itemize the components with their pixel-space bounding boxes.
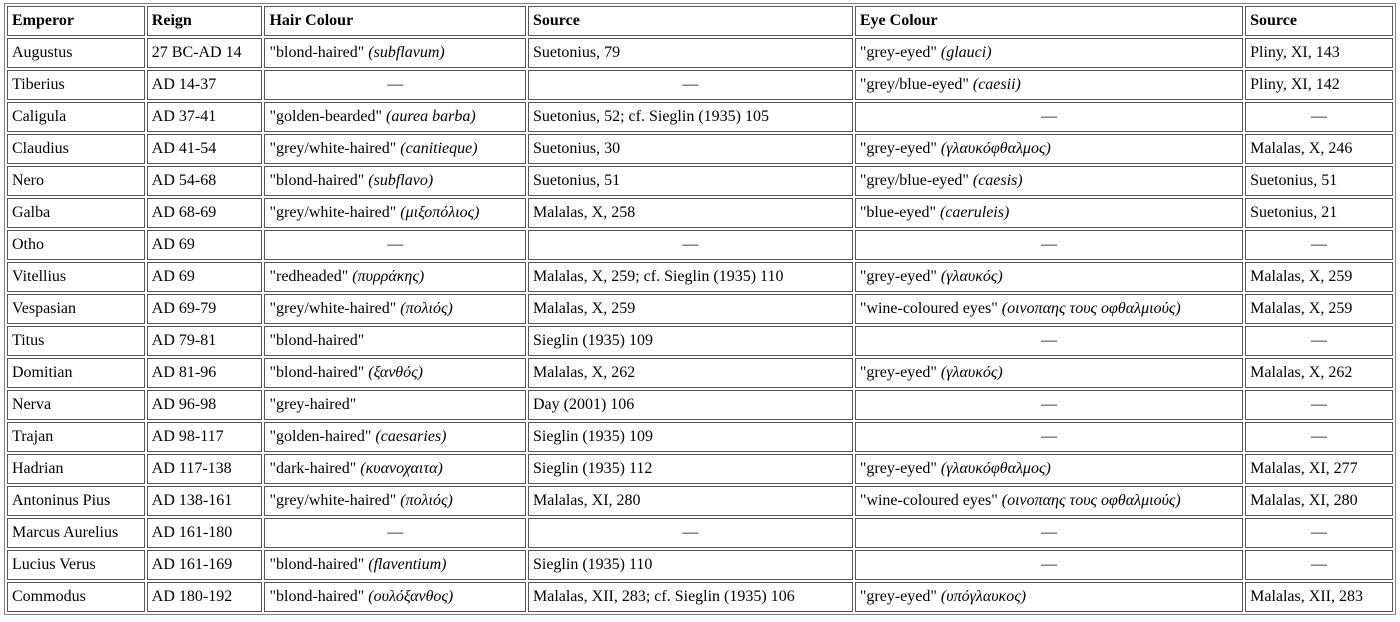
header-hair-source: Source bbox=[528, 6, 853, 36]
eye-colour-cell bbox=[855, 582, 1243, 612]
emperor-cell: Titus bbox=[7, 326, 145, 356]
eye-colour-cell-term: (caesis) bbox=[972, 172, 1023, 189]
hair-colour-cell bbox=[264, 102, 526, 132]
hair-source-cell: — bbox=[528, 70, 853, 100]
hair-source-cell: Malalas, X, 258 bbox=[528, 198, 853, 228]
hair-source-cell: Malalas, XI, 280 bbox=[528, 486, 853, 516]
hair-source-cell: Suetonius, 52; cf. Sieglin (1935) 105 bbox=[528, 102, 853, 132]
hair-colour-cell-term: (μιξοπόλιος) bbox=[400, 204, 480, 221]
eye-colour-cell-term: (glauci) bbox=[940, 44, 992, 61]
hair-colour-cell bbox=[264, 134, 526, 164]
hair-source-cell: Malalas, X, 259 bbox=[528, 294, 853, 324]
emperor-cell: Marcus Aurelius bbox=[7, 518, 145, 548]
eye-source-cell: Pliny, XI, 143 bbox=[1245, 38, 1393, 68]
hair-source-cell: — bbox=[528, 518, 853, 548]
eye-colour-cell-text: "blue-eyed" bbox=[859, 204, 936, 221]
emperor-cell: Vespasian bbox=[7, 294, 145, 324]
header-hair-colour: Hair Colour bbox=[264, 6, 526, 36]
reign-cell: AD 14-37 bbox=[147, 70, 263, 100]
hair-colour-cell-term: (πολιός) bbox=[400, 300, 453, 317]
eye-colour-cell bbox=[855, 262, 1243, 292]
hair-colour-cell-text: "blond-haired" bbox=[269, 332, 365, 349]
eye-source-cell: Suetonius, 21 bbox=[1245, 198, 1393, 228]
eye-colour-cell-text: "grey/blue-eyed" bbox=[859, 172, 969, 189]
table-row bbox=[7, 38, 1393, 68]
reign-cell: AD 138-161 bbox=[147, 486, 263, 516]
eye-source-cell: Malalas, XII, 283 bbox=[1245, 582, 1393, 612]
hair-colour-cell-term: (subflavo) bbox=[368, 172, 434, 189]
hair-source-cell: Sieglin (1935) 112 bbox=[528, 454, 853, 484]
eye-colour-cell-term: (γλαυκόφθαλμος) bbox=[940, 460, 1051, 477]
eye-colour-cell-text: "grey-eyed" bbox=[859, 140, 937, 157]
hair-colour-cell-term: (flaventium) bbox=[368, 556, 447, 573]
eye-source-cell: — bbox=[1245, 518, 1393, 548]
hair-colour-cell bbox=[264, 262, 526, 292]
emperor-cell: Domitian bbox=[7, 358, 145, 388]
reign-cell: AD 98-117 bbox=[147, 422, 263, 452]
hair-colour-cell-text: "blond-haired" bbox=[269, 44, 365, 61]
eye-source-cell: Malalas, XI, 277 bbox=[1245, 454, 1393, 484]
table-row bbox=[7, 454, 1393, 484]
table-row bbox=[7, 70, 1393, 100]
eye-colour-cell: — bbox=[855, 390, 1243, 420]
hair-colour-cell bbox=[264, 550, 526, 580]
eye-colour-cell: — bbox=[855, 326, 1243, 356]
hair-colour-cell bbox=[264, 582, 526, 612]
eye-colour-cell-term: (γλαυκός) bbox=[940, 268, 1003, 285]
table-row bbox=[7, 582, 1393, 612]
table-row bbox=[7, 550, 1393, 580]
reign-cell: AD 117-138 bbox=[147, 454, 263, 484]
eye-colour-cell-term: (οινοπαης τους οφθαλμιούς) bbox=[1001, 492, 1181, 509]
eye-colour-cell bbox=[855, 38, 1243, 68]
reign-cell: AD 54-68 bbox=[147, 166, 263, 196]
hair-source-cell: — bbox=[528, 230, 853, 260]
hair-colour-cell-text: "grey/white-haired" bbox=[269, 140, 397, 157]
hair-colour-cell bbox=[264, 326, 526, 356]
reign-cell: AD 180-192 bbox=[147, 582, 263, 612]
hair-colour-cell bbox=[264, 422, 526, 452]
eye-colour-cell-text: "wine-coloured eyes" bbox=[859, 492, 998, 509]
reign-cell: AD 68-69 bbox=[147, 198, 263, 228]
table-row bbox=[7, 230, 1393, 260]
eye-colour-cell-term: (γλαυκός) bbox=[940, 364, 1003, 381]
reign-cell: AD 41-54 bbox=[147, 134, 263, 164]
hair-colour-cell-term: (caesaries) bbox=[375, 428, 447, 445]
header-eye-source: Source bbox=[1245, 6, 1393, 36]
eye-source-cell: Malalas, X, 259 bbox=[1245, 262, 1393, 292]
hair-source-cell: Malalas, X, 259; cf. Sieglin (1935) 110 bbox=[528, 262, 853, 292]
hair-colour-cell-text: "grey/white-haired" bbox=[269, 300, 397, 317]
emperor-cell: Lucius Verus bbox=[7, 550, 145, 580]
eye-colour-cell: — bbox=[855, 102, 1243, 132]
eye-colour-cell-term: (υπόγλαυκος) bbox=[940, 588, 1027, 605]
eye-colour-cell-term: (γλαυκόφθαλμος) bbox=[940, 140, 1051, 157]
eye-colour-cell: — bbox=[855, 230, 1243, 260]
hair-colour-cell bbox=[264, 38, 526, 68]
hair-colour-cell bbox=[264, 390, 526, 420]
hair-colour-cell-term: (ουλόξανθος) bbox=[368, 588, 454, 605]
eye-colour-cell-text: "grey-eyed" bbox=[859, 268, 937, 285]
hair-colour-cell: — bbox=[264, 70, 526, 100]
eye-source-cell: Malalas, X, 246 bbox=[1245, 134, 1393, 164]
table-row bbox=[7, 262, 1393, 292]
eye-colour-cell bbox=[855, 454, 1243, 484]
eye-colour-cell: — bbox=[855, 422, 1243, 452]
reign-cell: AD 69 bbox=[147, 230, 263, 260]
eye-colour-cell bbox=[855, 198, 1243, 228]
emperor-cell: Hadrian bbox=[7, 454, 145, 484]
table-row bbox=[7, 358, 1393, 388]
emperor-cell: Augustus bbox=[7, 38, 145, 68]
hair-colour-cell bbox=[264, 358, 526, 388]
hair-colour-cell-text: "golden-haired" bbox=[269, 428, 372, 445]
eye-colour-cell: — bbox=[855, 518, 1243, 548]
table-row bbox=[7, 518, 1393, 548]
hair-colour-cell-text: "grey/white-haired" bbox=[269, 492, 397, 509]
emperor-cell: Nero bbox=[7, 166, 145, 196]
hair-source-cell: Suetonius, 51 bbox=[528, 166, 853, 196]
hair-colour-cell-text: "blond-haired" bbox=[269, 172, 365, 189]
hair-colour-cell-text: "golden-bearded" bbox=[269, 108, 383, 125]
hair-source-cell: Malalas, X, 262 bbox=[528, 358, 853, 388]
table-row bbox=[7, 486, 1393, 516]
emperor-cell: Commodus bbox=[7, 582, 145, 612]
emperor-cell: Nerva bbox=[7, 390, 145, 420]
hair-colour-cell: — bbox=[264, 230, 526, 260]
emperor-cell: Caligula bbox=[7, 102, 145, 132]
reign-cell: AD 37-41 bbox=[147, 102, 263, 132]
hair-source-cell: Suetonius, 30 bbox=[528, 134, 853, 164]
emperor-cell: Galba bbox=[7, 198, 145, 228]
hair-colour-cell-text: "dark-haired" bbox=[269, 460, 357, 477]
table-row bbox=[7, 390, 1393, 420]
hair-colour-cell: — bbox=[264, 518, 526, 548]
reign-cell: AD 69 bbox=[147, 262, 263, 292]
table-row bbox=[7, 422, 1393, 452]
table-row bbox=[7, 326, 1393, 356]
hair-colour-cell bbox=[264, 486, 526, 516]
eye-source-cell: Pliny, XI, 142 bbox=[1245, 70, 1393, 100]
table-row bbox=[7, 166, 1393, 196]
hair-colour-cell-text: "blond-haired" bbox=[269, 364, 365, 381]
hair-colour-cell-term: (canitieque) bbox=[400, 140, 478, 157]
hair-source-cell: Malalas, XII, 283; cf. Sieglin (1935) 106 bbox=[528, 582, 853, 612]
reign-cell: AD 161-180 bbox=[147, 518, 263, 548]
hair-colour-cell-term: (subflavum) bbox=[368, 44, 445, 61]
emperor-cell: Vitellius bbox=[7, 262, 145, 292]
table-row bbox=[7, 294, 1393, 324]
hair-colour-cell-term: (ξανθός) bbox=[368, 364, 423, 381]
eye-colour-cell bbox=[855, 134, 1243, 164]
hair-colour-cell bbox=[264, 166, 526, 196]
table-row bbox=[7, 134, 1393, 164]
eye-colour-cell-text: "grey-eyed" bbox=[859, 460, 937, 477]
hair-colour-cell-text: "grey/white-haired" bbox=[269, 204, 397, 221]
emperor-colour-table bbox=[4, 3, 1396, 615]
hair-source-cell: Sieglin (1935) 110 bbox=[528, 550, 853, 580]
hair-colour-cell bbox=[264, 294, 526, 324]
hair-colour-cell-term: (κυανοχαιτα) bbox=[360, 460, 443, 477]
hair-source-cell: Sieglin (1935) 109 bbox=[528, 326, 853, 356]
eye-colour-cell-text: "grey/blue-eyed" bbox=[859, 76, 969, 93]
hair-colour-cell-term: (πολιός) bbox=[400, 492, 453, 509]
eye-source-cell: Malalas, XI, 280 bbox=[1245, 486, 1393, 516]
emperor-cell: Claudius bbox=[7, 134, 145, 164]
eye-colour-cell-text: "grey-eyed" bbox=[859, 44, 937, 61]
eye-colour-cell: — bbox=[855, 550, 1243, 580]
eye-colour-cell-text: "wine-coloured eyes" bbox=[859, 300, 998, 317]
table-row bbox=[7, 102, 1393, 132]
hair-colour-cell bbox=[264, 454, 526, 484]
reign-cell: AD 79-81 bbox=[147, 326, 263, 356]
eye-colour-cell-text: "grey-eyed" bbox=[859, 364, 937, 381]
hair-colour-cell-text: "blond-haired" bbox=[269, 588, 365, 605]
eye-source-cell: Suetonius, 51 bbox=[1245, 166, 1393, 196]
eye-source-cell: — bbox=[1245, 390, 1393, 420]
eye-source-cell: — bbox=[1245, 326, 1393, 356]
header-eye-colour: Eye Colour bbox=[855, 6, 1243, 36]
eye-colour-cell bbox=[855, 166, 1243, 196]
reign-cell: AD 69-79 bbox=[147, 294, 263, 324]
reign-cell: 27 BC-AD 14 bbox=[147, 38, 263, 68]
reign-cell: AD 81-96 bbox=[147, 358, 263, 388]
eye-source-cell: — bbox=[1245, 102, 1393, 132]
eye-colour-cell bbox=[855, 358, 1243, 388]
hair-colour-cell bbox=[264, 198, 526, 228]
eye-colour-cell bbox=[855, 70, 1243, 100]
hair-colour-cell-text: "grey-haired" bbox=[269, 396, 357, 413]
hair-source-cell: Sieglin (1935) 109 bbox=[528, 422, 853, 452]
eye-source-cell: — bbox=[1245, 550, 1393, 580]
header-row bbox=[7, 6, 1393, 36]
hair-colour-cell-term: (aurea barba) bbox=[386, 108, 476, 125]
eye-colour-cell-term: (οινοπαης τους οφθαλμιούς) bbox=[1001, 300, 1181, 317]
emperor-cell: Antoninus Pius bbox=[7, 486, 145, 516]
hair-colour-cell-text: "blond-haired" bbox=[269, 556, 365, 573]
emperor-cell: Otho bbox=[7, 230, 145, 260]
eye-colour-cell-term: (caesii) bbox=[972, 76, 1021, 93]
eye-source-cell: — bbox=[1245, 230, 1393, 260]
eye-colour-cell bbox=[855, 294, 1243, 324]
eye-colour-cell-term: (caeruleis) bbox=[940, 204, 1010, 221]
hair-colour-cell-text: "redheaded" bbox=[269, 268, 349, 285]
eye-colour-cell bbox=[855, 486, 1243, 516]
table-body bbox=[7, 38, 1393, 612]
hair-source-cell: Day (2001) 106 bbox=[528, 390, 853, 420]
reign-cell: AD 161-169 bbox=[147, 550, 263, 580]
table-row bbox=[7, 198, 1393, 228]
reign-cell: AD 96-98 bbox=[147, 390, 263, 420]
eye-source-cell: Malalas, X, 259 bbox=[1245, 294, 1393, 324]
eye-source-cell: Malalas, X, 262 bbox=[1245, 358, 1393, 388]
header-emperor: Emperor bbox=[7, 6, 145, 36]
emperor-cell: Trajan bbox=[7, 422, 145, 452]
eye-colour-cell-text: "grey-eyed" bbox=[859, 588, 937, 605]
emperor-cell: Tiberius bbox=[7, 70, 145, 100]
eye-source-cell: — bbox=[1245, 422, 1393, 452]
header-reign: Reign bbox=[147, 6, 263, 36]
hair-colour-cell-term: (πυρράκης) bbox=[352, 268, 425, 285]
hair-source-cell: Suetonius, 79 bbox=[528, 38, 853, 68]
